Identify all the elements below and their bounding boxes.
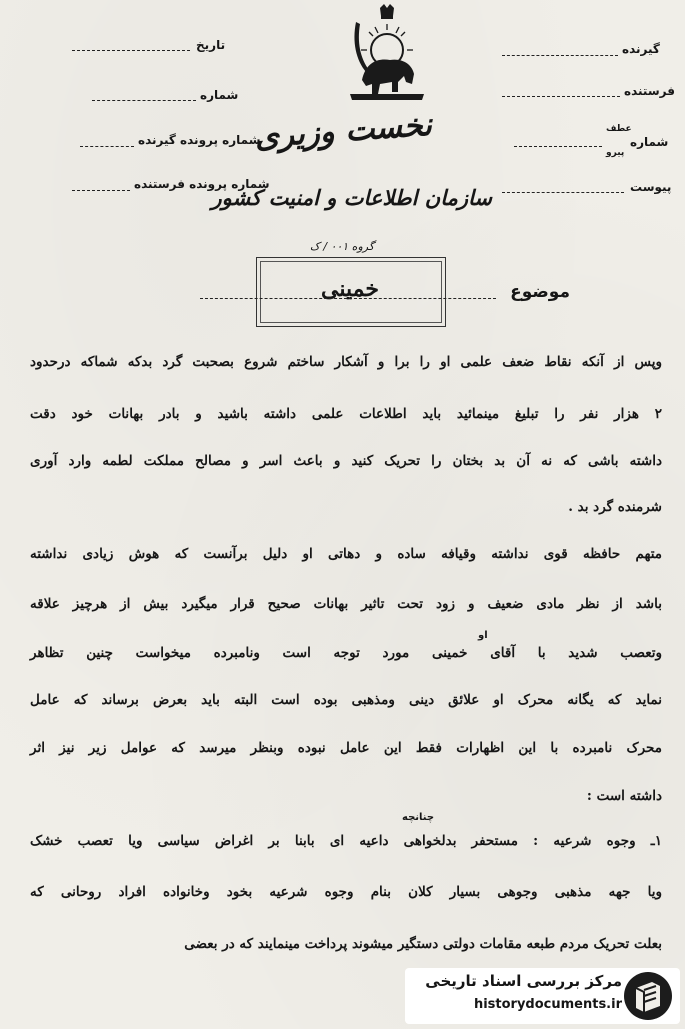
interline-correction-1: او	[478, 630, 488, 641]
body-line-12: ویا جهه مذهبی وجوهی بسیار کلان بنام وجوه شرعیه بخود وخانواده افراد روحانی که	[30, 884, 662, 900]
ministry-title: نخست وزیری	[253, 106, 434, 156]
watermark-url[interactable]: historydocuments.ir	[473, 997, 622, 1012]
number-sub-peyro: پیرو	[606, 148, 625, 158]
number-field-line-left	[92, 100, 196, 101]
attachment-field-line	[502, 192, 624, 193]
body-line-2: ۲ هزار نفر را تبلیغ مینمائید باید اطلاعات علمی داشته باشید و بادر بهانات خود دقت	[30, 406, 662, 422]
number-field-line-right	[514, 146, 602, 147]
body-line-7: وتعصب شدید با آقای خمینی مورد توجه است ونامبرده میخواست چنین تظاهر	[30, 645, 662, 661]
date-field-line	[72, 50, 190, 51]
sender-file-field-line	[72, 190, 130, 191]
body-line-9: محرک نامبرده با این اظهارات فقط این عامل نبوده وبنظر میرسد که عوامل زیر نیز اثر	[30, 740, 662, 756]
body-line-1: وپس از آنکه نقاط ضعف علمی او را برا و آشکار ساختم شروع بصحبت گرد بدکه شماکه درحدود	[30, 354, 662, 370]
recipient-file-field-line	[80, 146, 134, 147]
lion-and-sun-emblem-icon	[342, 2, 432, 106]
body-line-8: نماید که یگانه محرک او علائق دینی ومذهبی بوده است البته باید بعرض برساند که عامل	[30, 692, 662, 708]
sender-label: فرستنده	[624, 84, 675, 98]
organization-title: سازمان اطلاعات و امنیت کشور	[211, 185, 492, 210]
body-line-4: شرمنده گرد بد .	[568, 499, 662, 515]
attachment-label: پیوست	[630, 180, 672, 194]
subject-label: موضوع	[510, 282, 570, 302]
body-line-13: بعلت تحریک مردم طبعه مقامات دولتی دستگیر میشوند پرداخت مینمایند که در بعضی	[184, 936, 662, 952]
watermark-title: مرکز بررسی اسناد تاریخی	[425, 972, 622, 990]
recipient-field-line	[502, 55, 618, 56]
subject-value: خمینی	[321, 276, 379, 302]
number-label-right: شماره	[630, 135, 669, 149]
number-sub-atf: عطف	[606, 124, 632, 134]
date-label: تاریخ	[196, 38, 226, 52]
interline-correction-2: چنانچه	[402, 812, 435, 823]
body-line-5: متهم حافظه قوی نداشته وقیافه ساده و دهاتی او دلیل برآنست که هوش زیادی نداشته	[30, 546, 662, 562]
recipient-label: گیرنده	[622, 42, 660, 56]
sender-file-number-label: شماره پرونده فرستنده	[134, 177, 270, 191]
handwritten-note: گروه ۰۰۱ / ک	[309, 240, 375, 253]
subject-line	[200, 298, 496, 299]
recipient-file-number-label: شماره پرونده گیرنده	[138, 133, 261, 147]
body-line-6: باشد از نظر مادی ضعیف و زود تحت تاثیر بهانات صحیح قرار میگیرد بیش از هرچیز علاقه	[30, 596, 662, 612]
body-line-11: ۱ـ وجوه شرعیه : مستحفر بدلخواهی داعیه ای بابنا بر اغراض سیاسی ویا تعصب خشک	[30, 833, 662, 849]
number-label-left: شماره	[200, 88, 239, 102]
history-documents-logo-icon	[622, 970, 674, 1022]
body-line-10: داشته است :	[586, 788, 662, 804]
sender-field-line	[502, 96, 620, 97]
body-line-3: داشته باشی که نه آن بد بختان را تحریک کنید و باعث اسر و مصالح مملکت لطمه وارد آوری	[30, 453, 662, 469]
